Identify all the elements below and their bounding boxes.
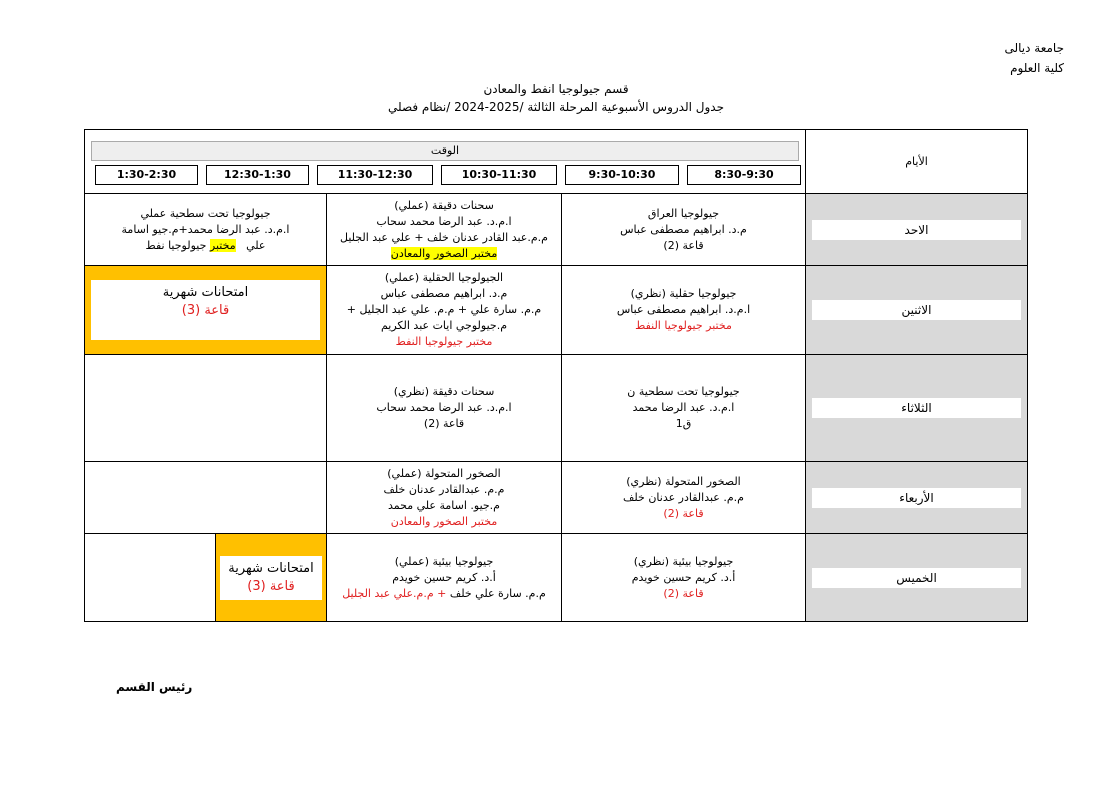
course-title: سحنات دقيقة (نظري)	[393, 385, 495, 398]
course-title: جيولوجيا تحت سطحية ن	[627, 385, 740, 398]
instructor: + م.م.علي عبد الجليل	[342, 586, 447, 600]
row-wednesday	[85, 462, 1028, 534]
room: قاعة (2)	[663, 238, 704, 252]
course-title: جيولوجيا حقلية (نظري)	[630, 287, 737, 300]
row-tuesday	[85, 355, 1028, 462]
day-label: الثلاثاء	[812, 398, 1021, 418]
empty-cell	[85, 462, 327, 534]
class-cell	[327, 194, 562, 266]
instructor: ا.م.د. عبد الرضا محمد	[632, 401, 735, 414]
time-slot-6: 1:30-2:30	[95, 165, 198, 185]
room: قاعة (2)	[663, 586, 704, 600]
empty-cell	[85, 534, 216, 622]
room: مختبر	[209, 238, 236, 252]
day-label: الخميس	[812, 568, 1021, 588]
instructor: م.جيو. اسامة علي محمد	[387, 498, 500, 512]
instructor: م.د. ابراهيم مصطفى عباس	[380, 287, 508, 300]
instructor: م.م. عبدالقادر عدنان خلف	[623, 490, 744, 504]
day-cell-sunday	[806, 194, 1028, 266]
class-cell	[327, 462, 562, 534]
class-cell	[327, 355, 562, 462]
instructor: م.م.عبد القادر عدنان خلف + علي عبد الجليل	[340, 230, 548, 244]
instructor: م.د. ابراهيم مصطفى عباس	[620, 222, 747, 236]
class-cell	[327, 266, 562, 355]
room: مختبر الصخور والمعادن	[390, 246, 498, 260]
exam-title: امتحانات شهرية	[162, 285, 249, 300]
time-slot-1: 8:30-9:30	[687, 165, 801, 185]
time-header: الوقت	[91, 141, 799, 161]
instructor: أ.د. كريم حسين خويدم	[392, 570, 496, 584]
course-title: جيولوجيا بيئية (نظري)	[633, 554, 734, 568]
course-title: الجيولوجيا الحقلية (عملي)	[384, 271, 504, 284]
exam-room: قاعة (3)	[181, 303, 230, 318]
course-title: الصخور المتحولة (عملي)	[387, 466, 501, 480]
course-title: جيولوجيا بيئية (عملي)	[394, 554, 494, 568]
exam-room: قاعة (3)	[247, 578, 295, 594]
instructor: ا.م.د. عبد الرضا محمد سحاب	[376, 401, 512, 414]
class-cell	[562, 462, 806, 534]
room: قاعة (2)	[663, 506, 704, 520]
instructor: ا.م.د. عبد الرضا محمد سحاب	[376, 214, 512, 228]
instructor: أ.د. كريم حسين خويدم	[631, 570, 736, 584]
room: جيولوجيا نفط	[145, 238, 207, 252]
instructor: م.م. سارة علي + م.م. علي عبد الجليل +	[346, 303, 542, 316]
day-label: الاثنين	[812, 300, 1021, 320]
days-header-label: الأيام	[905, 154, 928, 168]
class-cell	[327, 534, 562, 622]
university-name: جامعة ديالى	[1004, 41, 1064, 55]
time-header-cell	[85, 130, 806, 194]
room: مختبر جيولوجيا النفط	[635, 319, 732, 332]
instructor: ا.م.د. ابراهيم مصطفى عباس	[616, 303, 751, 316]
days-header	[806, 130, 1028, 194]
college-name: كلية العلوم	[1010, 61, 1064, 75]
class-cell	[85, 194, 327, 266]
instructor: ا.م.د. عبد الرضا محمد+م.جيو اسامة	[121, 222, 290, 236]
course-title: الصخور المتحولة (نظري)	[626, 474, 741, 488]
instructor: م.م. سارة علي خلف	[449, 586, 546, 600]
exam-cell	[85, 266, 327, 355]
day-cell-wednesday	[806, 462, 1028, 534]
exam-title: امتحانات شهرية	[228, 560, 314, 576]
exam-cell	[216, 534, 327, 622]
room: مختبر الصخور والمعادن	[390, 514, 498, 528]
class-cell	[562, 194, 806, 266]
instructor: علي	[246, 238, 266, 252]
row-thursday	[85, 534, 1028, 622]
time-slot-4: 11:30-12:30	[317, 165, 433, 185]
room: ق1	[675, 417, 692, 430]
row-monday	[85, 266, 1028, 355]
header-row	[85, 130, 1028, 194]
class-cell	[562, 355, 806, 462]
time-slot-2: 9:30-10:30	[565, 165, 679, 185]
instructor: م.جيولوجي ايات عبد الكريم	[380, 319, 508, 332]
day-cell-monday	[806, 266, 1028, 355]
course-title: جيولوجيا تحت سطحية عملي	[140, 206, 271, 220]
time-slot-3: 10:30-11:30	[441, 165, 557, 185]
day-label: الاحد	[812, 220, 1021, 240]
course-title: سحنات دقيقة (عملي)	[394, 198, 494, 212]
day-cell-tuesday	[806, 355, 1028, 462]
course-title: جيولوجيا العراق	[647, 206, 720, 220]
empty-cell	[85, 355, 327, 462]
department-title: قسم جيولوجيا انفط والمعادن	[483, 82, 629, 96]
department-head-signature: رئيس القسم	[116, 680, 193, 694]
class-cell	[562, 266, 806, 355]
time-slot-5: 12:30-1:30	[206, 165, 309, 185]
day-cell-thursday	[806, 534, 1028, 622]
day-label: الأربعاء	[812, 488, 1021, 508]
class-cell	[562, 534, 806, 622]
instructor: م.م. عبدالقادر عدنان خلف	[383, 482, 505, 496]
schedule-table	[84, 129, 1028, 622]
room: قاعة (2)	[423, 417, 465, 430]
room: مختبر جيولوجيا النفط	[395, 335, 493, 348]
schedule-subtitle: جدول الدروس الأسبوعية المرحلة الثالثة /2025-2024 /نظام فصلي	[388, 100, 724, 114]
row-sunday	[85, 194, 1028, 266]
